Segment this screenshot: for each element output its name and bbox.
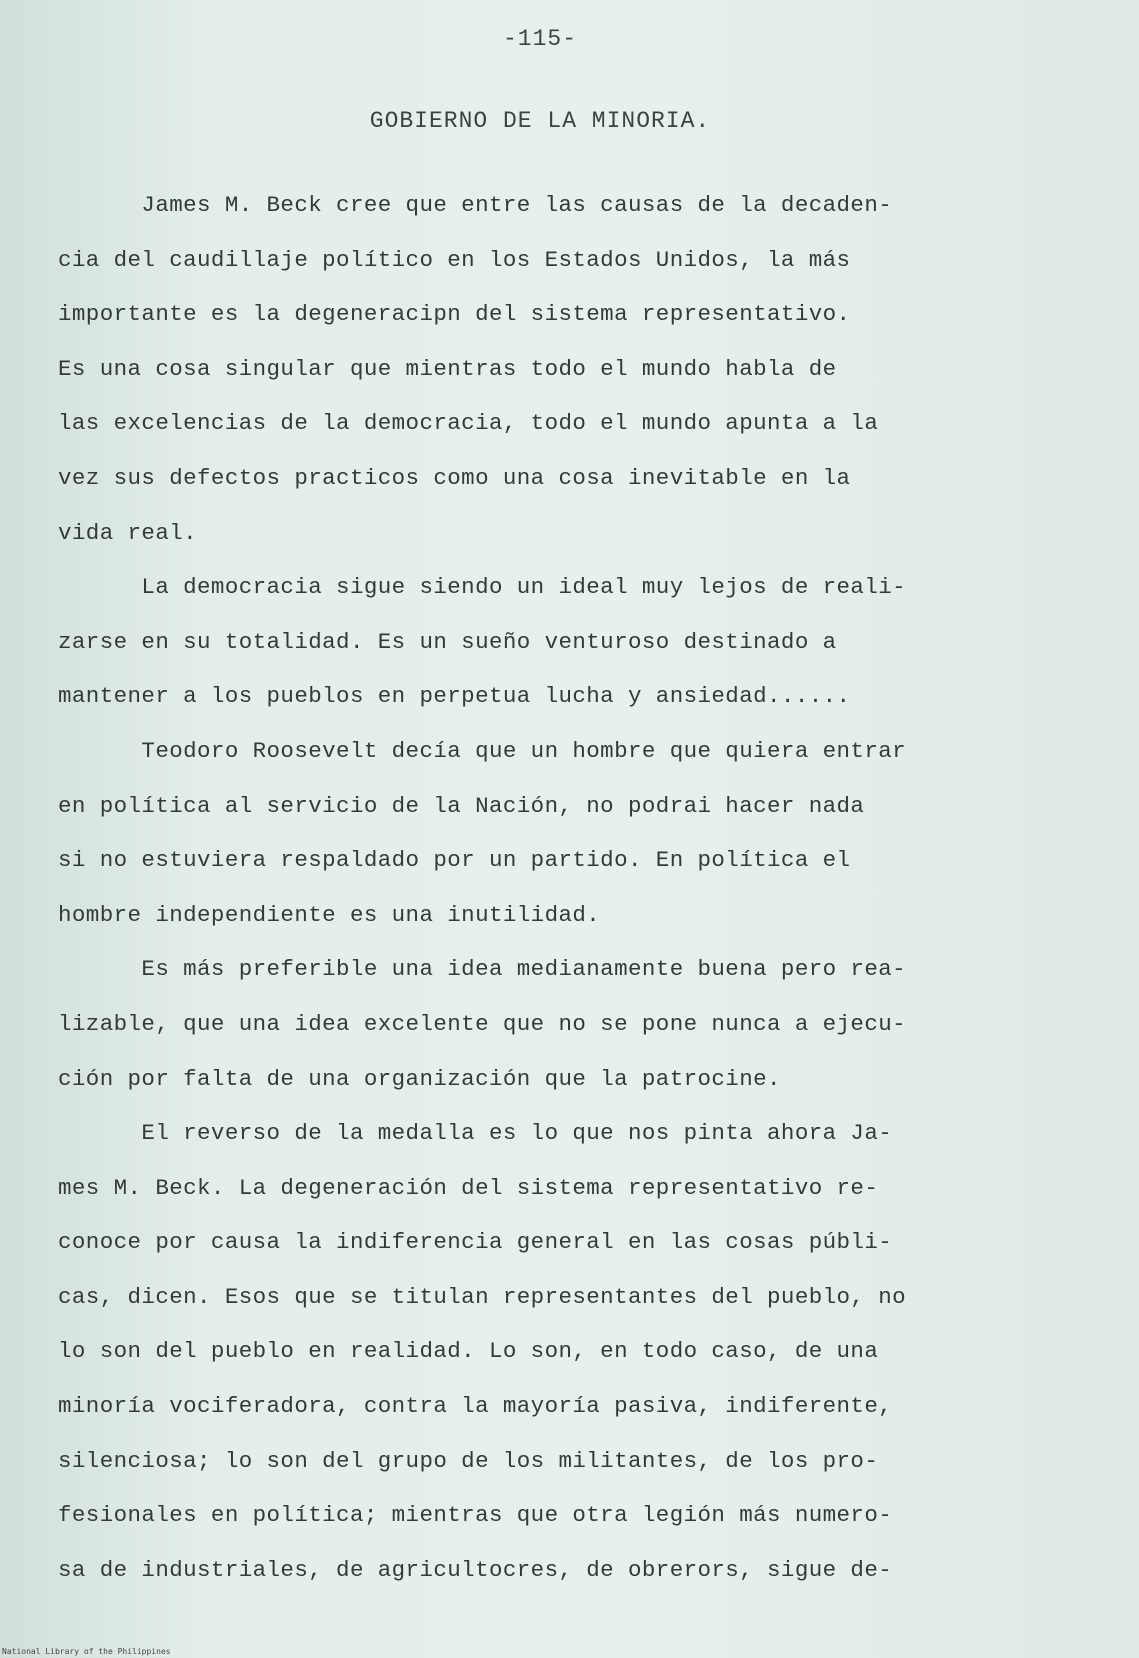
page-title: GOBIERNO DE LA MINORIA. [369, 108, 711, 134]
text-line: vez sus defectos practicos como una cosa inevitable en la [58, 464, 851, 491]
text-line: silenciosa; lo son del grupo de los militantes, de los pro- [58, 1447, 879, 1474]
text-line: hombre independiente es una inutilidad. [58, 901, 601, 928]
text-line: Es una cosa singular que mientras todo el mundo habla de [58, 355, 837, 382]
text-line: mes M. Beck. La degeneración del sistema representativo re- [58, 1174, 879, 1201]
text-line: fesionales en política; mientras que otra legión más numero- [58, 1502, 893, 1529]
text-line: si no estuviera respaldado por un partido. En política el [58, 847, 851, 874]
text-line: mantener a los pueblos en perpetua lucha y ansiedad...... [58, 683, 851, 710]
text-line: importante es la degeneracipn del sistema representativo. [58, 301, 851, 328]
text-line: lo son del pueblo en realidad. Lo son, en todo caso, de una [58, 1338, 879, 1365]
text-line: las excelencias de la democracia, todo el mundo apunta a la [58, 410, 879, 437]
text-line: sa de industriales, de agricultocres, de obrerors, sigue de- [58, 1556, 893, 1583]
text-line: cia del caudillaje político en los Estados Unidos, la más [58, 246, 851, 273]
text-line: El reverso de la medalla es lo que nos pinta ahora Ja- [58, 1120, 893, 1147]
text-line: conoce por causa la indiferencia general en las cosas públi- [58, 1229, 893, 1256]
text-line: en política al servicio de la Nación, no podrai hacer nada [58, 792, 865, 819]
text-line: vida real. [58, 519, 198, 546]
text-line: zarse en su totalidad. Es un sueño venturoso destinado a [58, 628, 837, 655]
text-line: cas, dicen. Esos que se titulan representantes del pueblo, no [58, 1283, 907, 1310]
text-line: Es más preferible una idea medianamente buena pero rea- [58, 956, 907, 983]
text-line: James M. Beck cree que entre las causas de la decaden- [58, 192, 893, 218]
text-line: minoría vociferadora, contra la mayoría pasiva, indiferente, [58, 1393, 893, 1420]
page-number: -115- [502, 26, 577, 52]
text-line: La democracia sigue siendo un ideal muy lejos de reali- [58, 574, 907, 601]
text-line: lizable, que una idea excelente que no se pone nunca a ejecu- [58, 1010, 907, 1037]
text-line: ción por falta de una organización que la patrocine. [58, 1065, 781, 1092]
text-line: Teodoro Roosevelt decía que un hombre que quiera entrar [58, 737, 907, 764]
body-text [58, 178, 1058, 1597]
library-footer: National Library of the Philippines [2, 1647, 171, 1656]
